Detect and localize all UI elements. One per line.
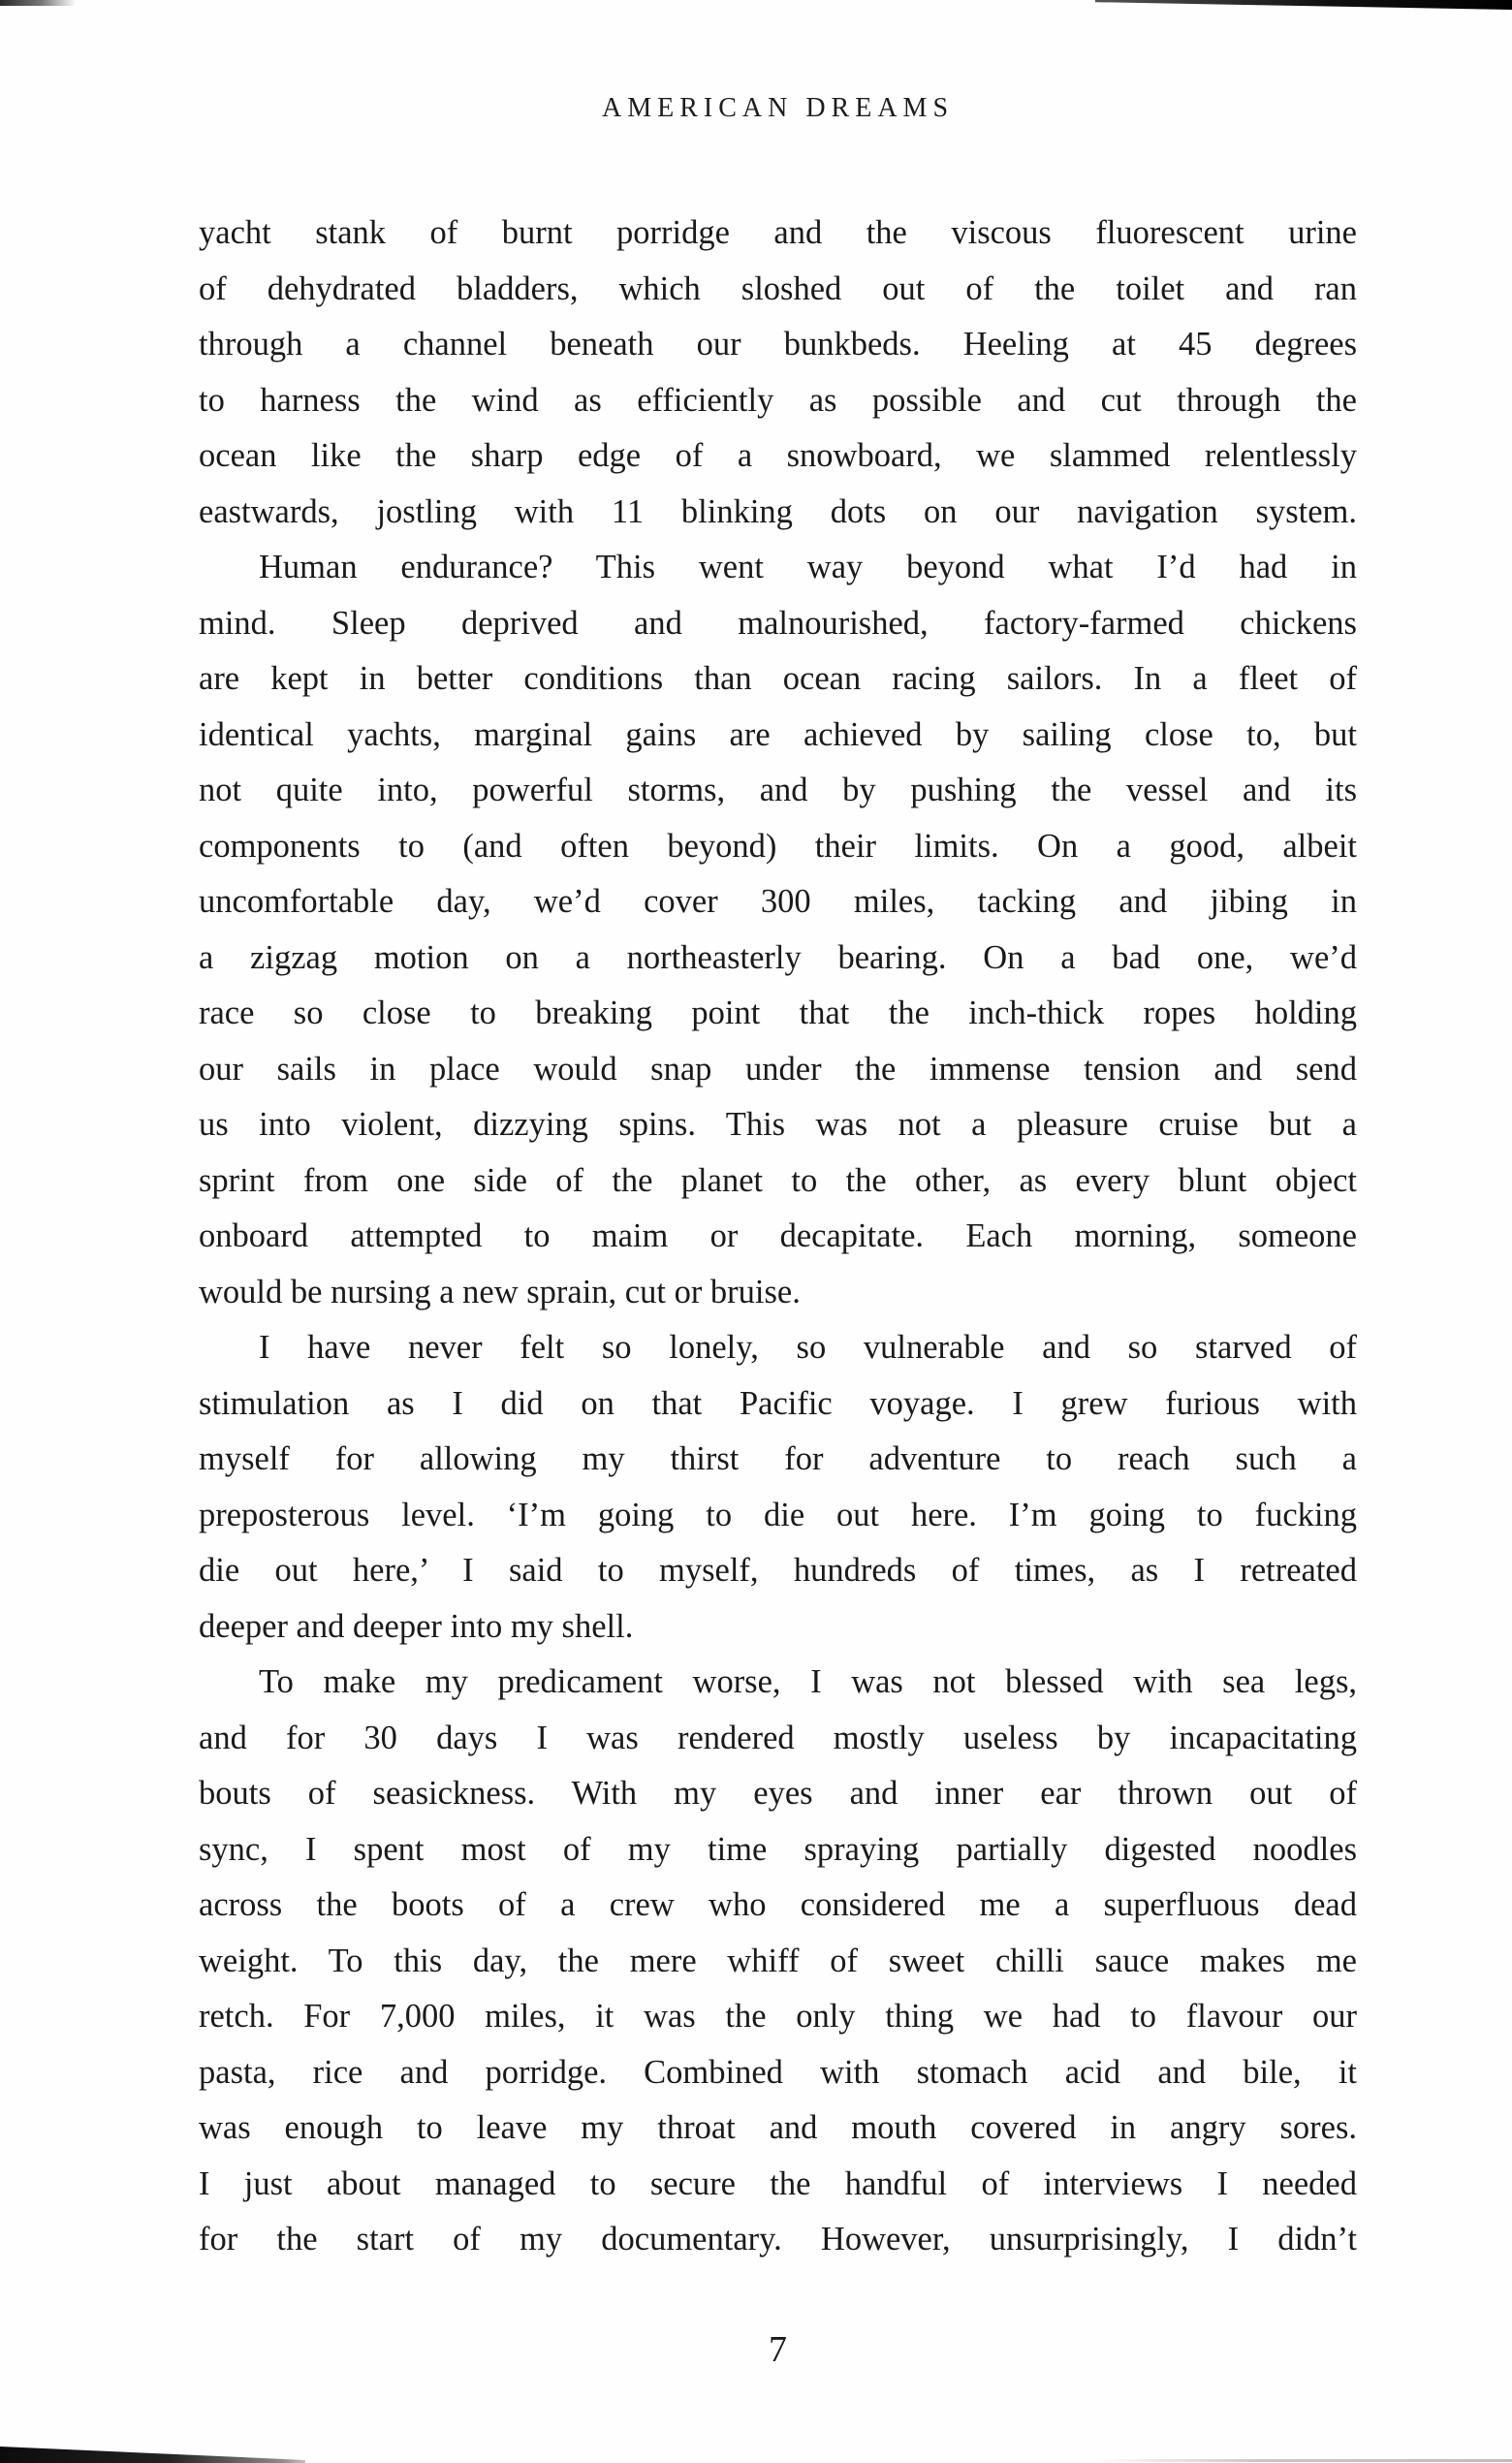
text-line: retch. For 7,000 miles, it was the only thing we had to flavour our	[199, 1998, 1357, 2035]
text-line: weight. To this day, the mere whiff of sweet chilli sauce makes me	[199, 1942, 1357, 1979]
text-line: race so close to breaking point that the inch-thick ropes holding	[199, 995, 1357, 1031]
text-line: To make my predicament worse, I was not blessed with sea legs,	[259, 1663, 1357, 1700]
scan-smudge-top-left	[0, 0, 76, 6]
text-line: deeper and deeper into my shell.	[199, 1607, 634, 1645]
text-line: across the boots of a crew who considered me a superfluous dead	[199, 1886, 1357, 1923]
text-line: mind. Sleep deprived and malnourished, factory-farmed chickens	[199, 604, 1357, 642]
text-line: not quite into, powerful storms, and by pushing the vessel and its	[199, 772, 1357, 808]
text-line: through a channel beneath our bunkbeds. Heeling at 45 degrees	[199, 326, 1357, 363]
text-line: bouts of seasickness. With my eyes and inner ear thrown out of	[199, 1775, 1357, 1812]
scan-bar-bottom-left	[0, 2447, 305, 2463]
text-line: identical yachts, marginal gains are achieved by sailing close to, but	[199, 715, 1357, 753]
text-line: preposterous level. ‘I’m going to die out here. I’m going to fucking	[199, 1496, 1357, 1533]
text-line: was enough to leave my throat and mouth covered in angry sores.	[199, 2109, 1357, 2146]
text-line: yacht stank of burnt porridge and the viscous fluorescent urine	[199, 214, 1357, 251]
text-line: our sails in place would snap under the immense tension and send	[199, 1050, 1357, 1088]
text-line: of dehydrated bladders, which sloshed out of the toilet and ran	[199, 269, 1357, 307]
text-line: pasta, rice and porridge. Combined with stomach acid and bile, it	[199, 2053, 1357, 2091]
text-line: sync, I spent most of my time spraying partially digested noodles	[199, 1830, 1357, 1868]
scan-bar-top-right	[1095, 0, 1512, 10]
text-line: to harness the wind as efficiently as possible and cut through the	[199, 381, 1357, 419]
page-body-text	[199, 205, 1357, 2268]
text-line: stimulation as I did on that Pacific voyage. I grew furious with	[199, 1384, 1357, 1422]
text-line: I have never felt so lonely, so vulnerable and so starved of	[259, 1329, 1357, 1366]
text-line: and for 30 days I was rendered mostly useless by incapacitating	[199, 1719, 1357, 1756]
text-line: myself for allowing my thirst for adventure to reach such a	[199, 1440, 1357, 1477]
text-line: for the start of my documentary. However, unsurprisingly, I didn’t	[199, 2221, 1357, 2258]
text-line: ocean like the sharp edge of a snowboard, we slammed relentlessly	[199, 437, 1357, 474]
text-line: are kept in better conditions than ocean racing sailors. In a fleet of	[199, 660, 1357, 697]
text-line: a zigzag motion on a northeasterly bearing. On a bad one, we’d	[199, 938, 1357, 976]
text-line: components to (and often beyond) their limits. On a good, albeit	[199, 827, 1357, 865]
text-line: would be nursing a new sprain, cut or bruise.	[199, 1273, 801, 1310]
text-line: eastwards, jostling with 11 blinking dots on our navigation system.	[199, 492, 1357, 530]
page-number: 7	[769, 2329, 787, 2370]
scan-line-bottom-right	[1095, 2459, 1512, 2462]
running-header: AMERICAN DREAMS	[601, 93, 955, 123]
text-line: die out here,’ I said to myself, hundreds of times, as I retreated	[199, 1552, 1357, 1589]
text-line: uncomfortable day, we’d cover 300 miles, tacking and jibing in	[199, 883, 1357, 920]
text-line: I just about managed to secure the handful of interviews I needed	[199, 2164, 1357, 2202]
text-line: us into violent, dizzying spins. This was not a pleasure cruise but a	[199, 1106, 1357, 1143]
text-line: Human endurance? This went way beyond what I’d had in	[259, 549, 1357, 585]
text-line: sprint from one side of the planet to the other, as every blunt object	[199, 1161, 1357, 1199]
text-line: onboard attempted to maim or decapitate. Each morning, someone	[199, 1217, 1357, 1254]
